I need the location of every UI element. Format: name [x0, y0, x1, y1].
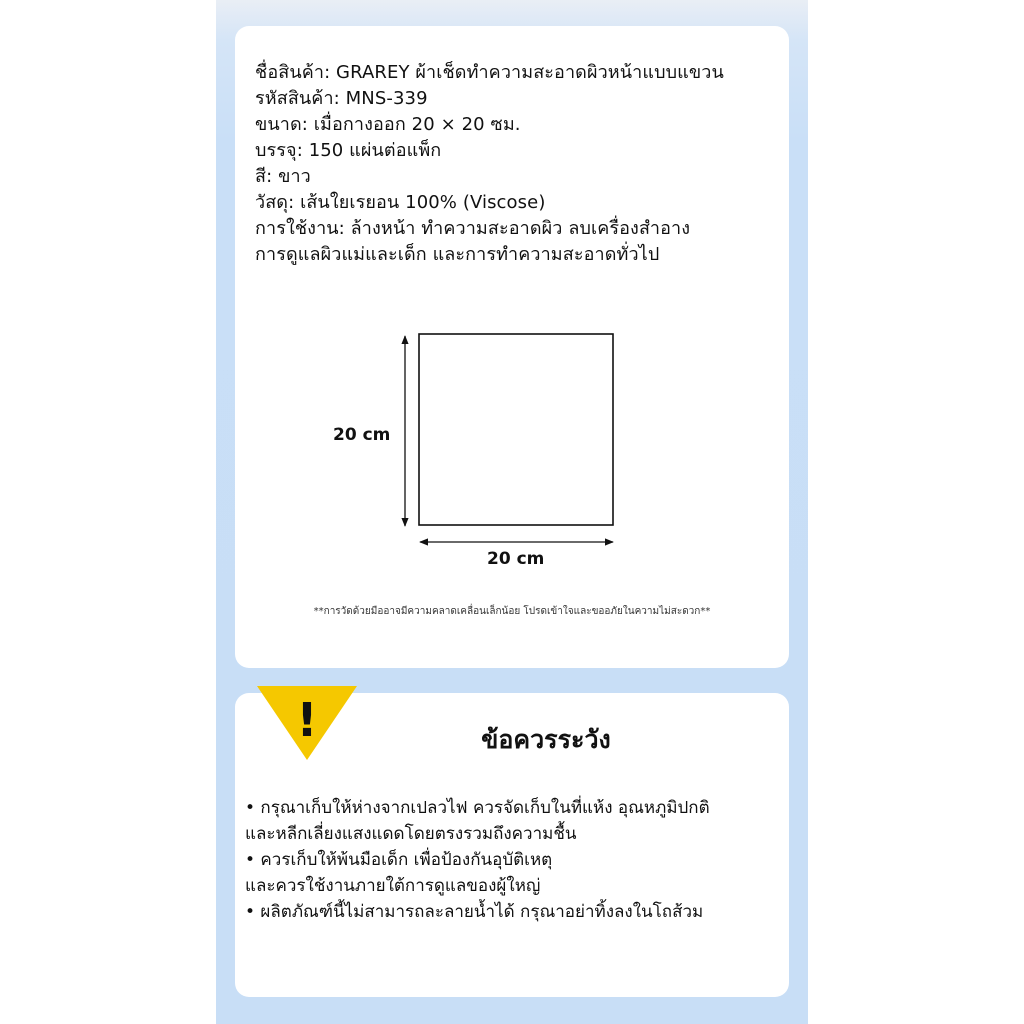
spec-material: วัสดุ: เส้นใยเรยอน 100% (Viscose) [255, 192, 546, 213]
towel-square-outline [419, 334, 613, 525]
warning-title-text: ข้อควรระวัง [481, 725, 611, 754]
warning-item: • กรุณาเก็บให้ห่างจากเปลวไฟ ควรจัดเก็บในที่แห้ง อุณหภูมิปกติ [245, 798, 710, 818]
warning-list [245, 795, 785, 925]
spec-product-name: ชื่อสินค้า: GRAREY ผ้าเช็ดทำความสะอาดผิวหน้าแบบแขวน [255, 62, 724, 83]
spec-size: ขนาด: เมื่อกางออก 20 × 20 ซม. [255, 114, 521, 135]
height-label: 20 cm [333, 425, 391, 445]
measurement-note: **การวัดด้วยมืออาจมีความคลาดเคลื่อนเล็กน้อย โปรดเข้าใจและขออภัยในความไม่สะดวก** [313, 606, 711, 617]
warning-triangle-icon [257, 686, 357, 760]
spec-color: สี: ขาว [255, 166, 311, 187]
spec-package: บรรจุ: 150 แผ่นต่อแพ็ก [255, 140, 442, 161]
product-spec-card [235, 26, 789, 668]
spec-product-code: รหัสสินค้า: MNS-339 [255, 88, 428, 109]
warning-item-continued: และควรใช้งานภายใต้การดูแลของผู้ใหญ่ [245, 876, 541, 896]
warning-exclamation: ! [296, 693, 318, 747]
spec-usage: การใช้งาน: ล้างหน้า ทำความสะอาดผิว ลบเครื่องสำอาง [255, 218, 691, 239]
width-label: 20 cm [487, 549, 545, 569]
warning-item: • ผลิตภัณฑ์นี้ไม่สามารถละลายน้ำได้ กรุณาอย่าทิ้งลงในโถส้วม [245, 902, 704, 922]
size-diagram [235, 26, 789, 668]
warning-item-continued: และหลีกเลี่ยงแสงแดดโดยตรงรวมถึงความชื้น [245, 824, 577, 844]
warning-item: • ควรเก็บให้พ้นมือเด็ก เพื่อป้องกันอุบัติเหตุ [245, 850, 553, 870]
spec-usage-continued: การดูแลผิวแม่และเด็ก และการทำความสะอาดทั่วไป [255, 244, 660, 265]
